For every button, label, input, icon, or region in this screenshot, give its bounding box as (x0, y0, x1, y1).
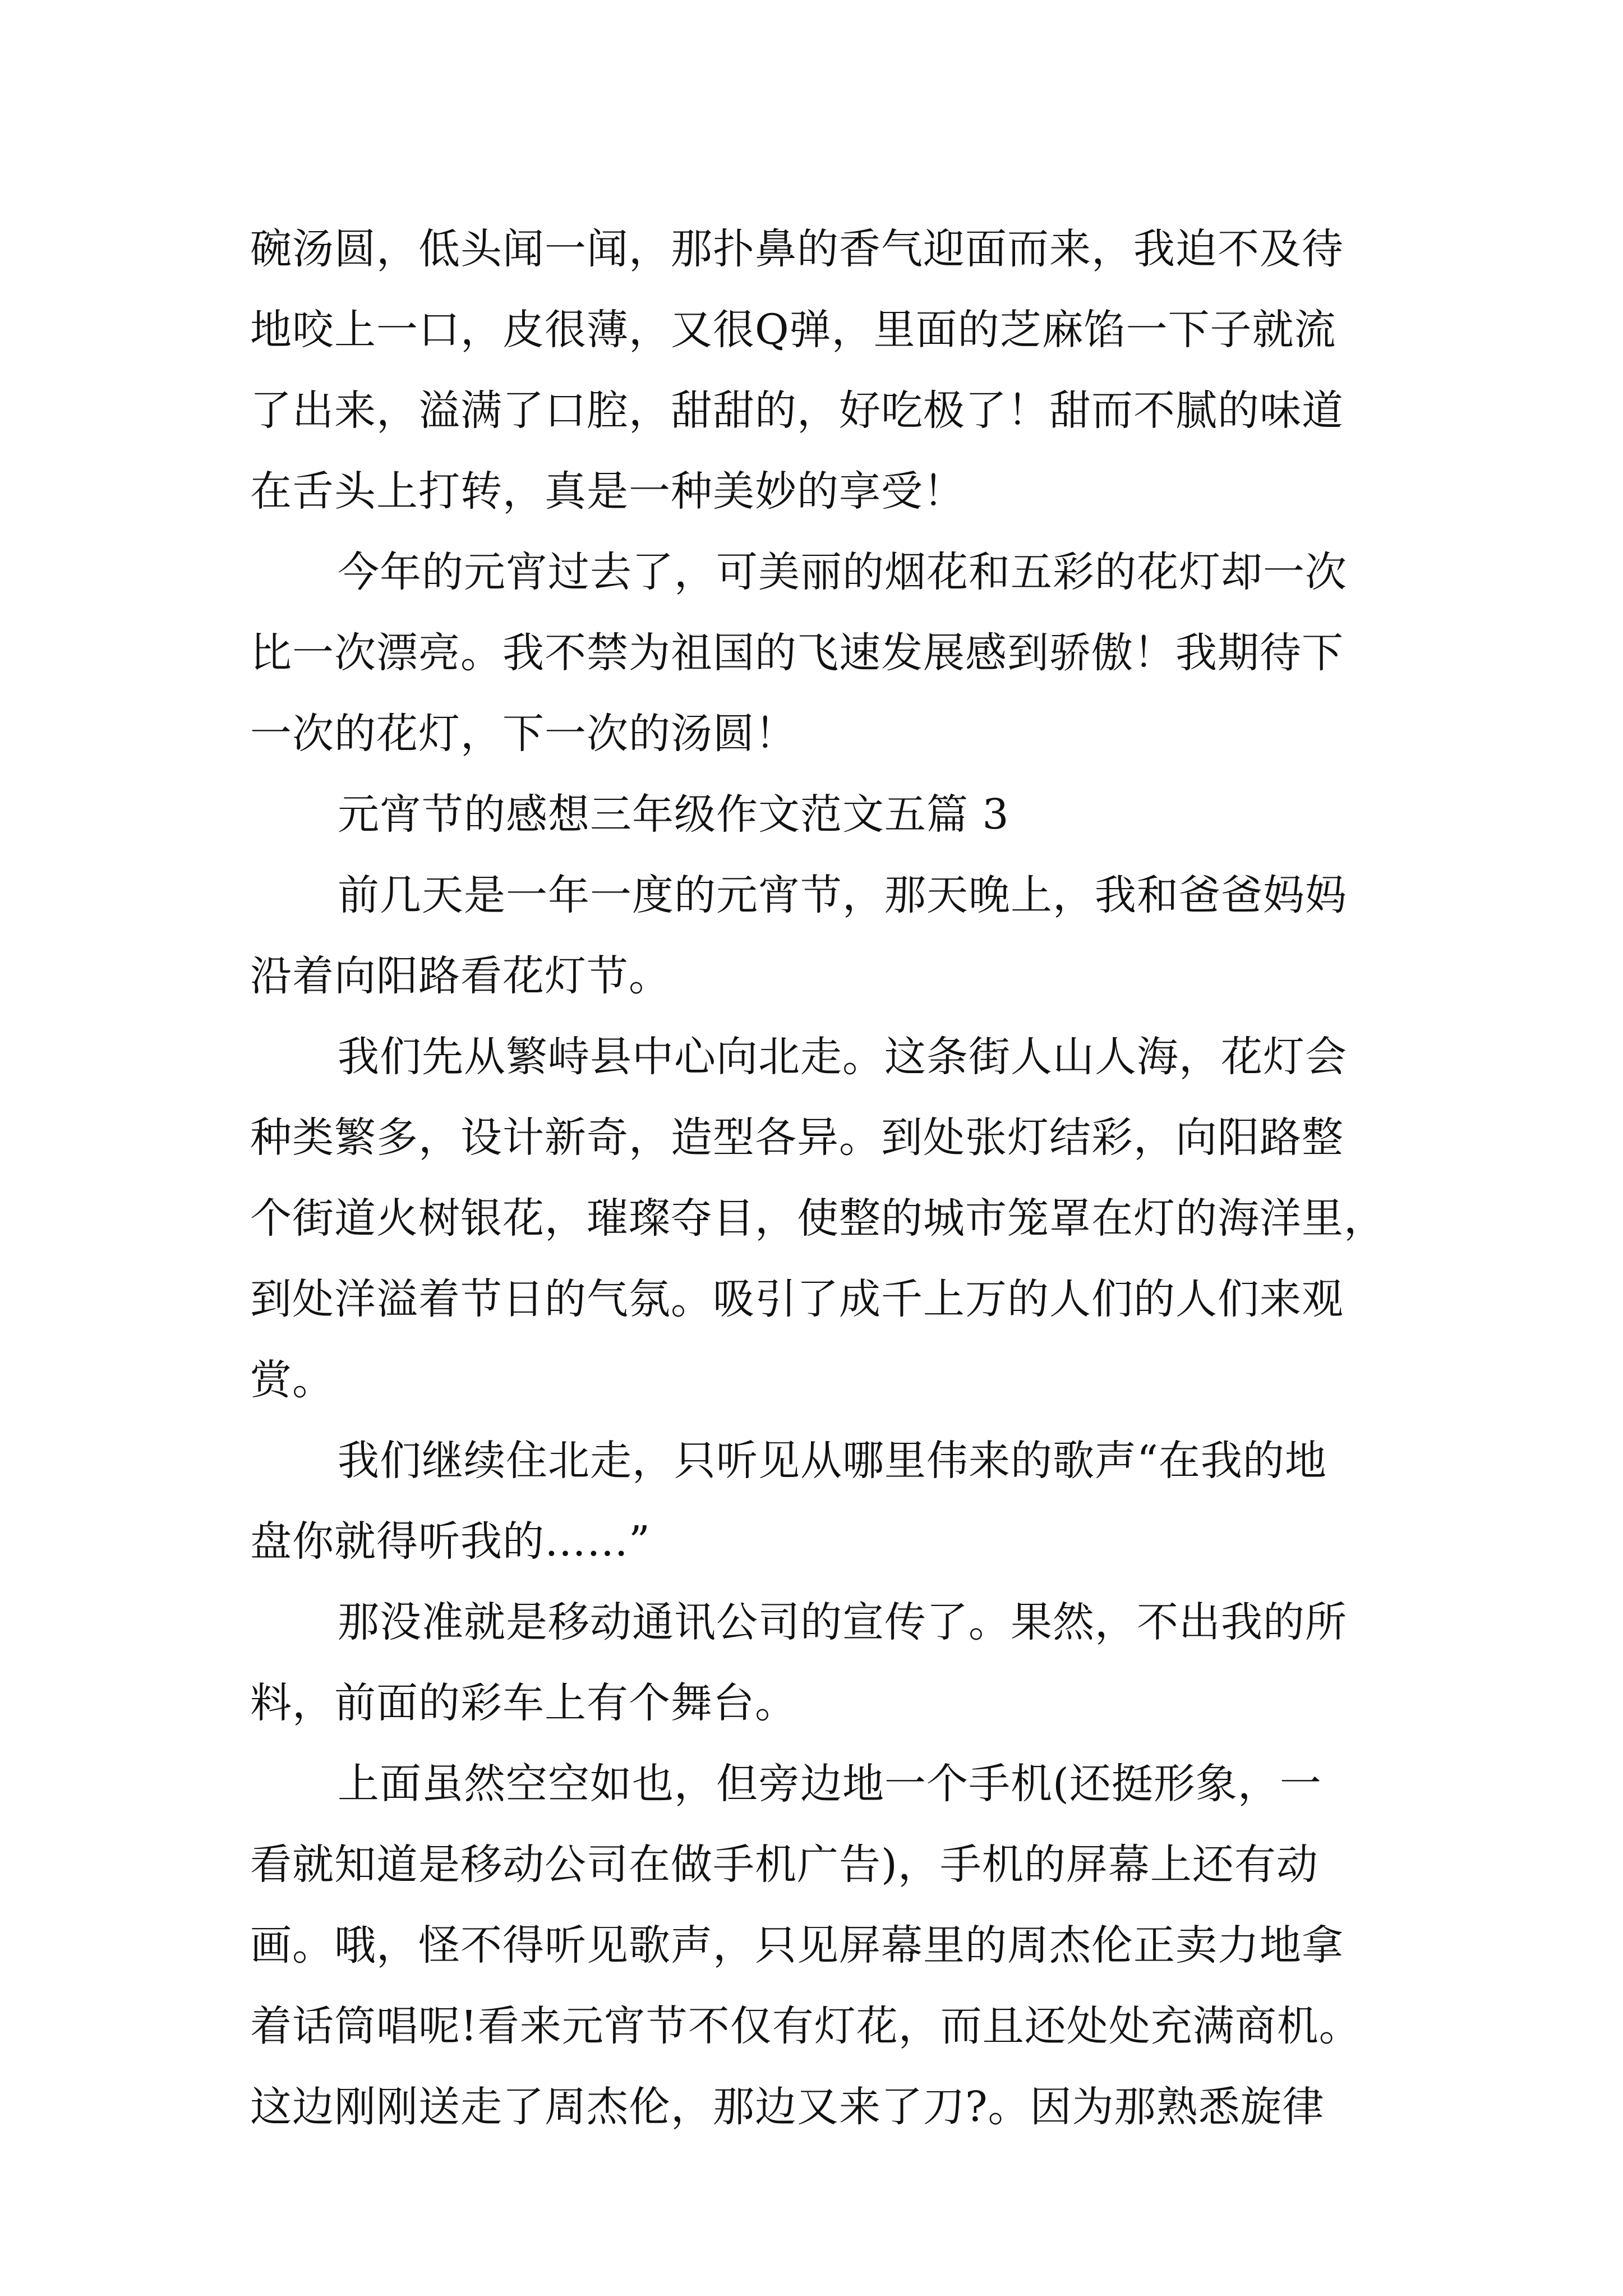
text-line-4: 在舌头上打转，真是一种美妙的享受！ (250, 467, 965, 516)
text-line-7: 一次的花灯，下一次的汤圆！ (250, 710, 797, 758)
text-line-11: 我们先从繁峙县中心向北走。这条街人山人海，花灯会 (338, 1033, 1347, 1081)
section-heading: 元宵节的感想三年级作文范文五篇 3 (338, 790, 1009, 839)
document-body (250, 209, 1389, 2147)
text-line-21: 看就知道是移动公司在做手机广告)，手机的屏幕上还有动 (250, 1841, 1318, 1889)
text-line-14: 到处洋溢着节日的气氛。吸引了成千上万的人们的人们来观 (250, 1275, 1344, 1323)
text-line-18: 那没准就是移动通讯公司的宣传了。果然，不出我的所 (338, 1598, 1347, 1646)
text-line-22: 画。哦，怪不得听见歌声，只见屏幕里的周杰伦正卖力地拿 (250, 1921, 1344, 1970)
text-line-9: 前几天是一年一度的元宵节，那天晚上，我和爸爸妈妈 (338, 871, 1347, 919)
text-line-10: 沿着向阳路看花灯节。 (250, 952, 671, 1000)
text-line-5: 今年的元宵过去了，可美丽的烟花和五彩的花灯却一次 (338, 548, 1347, 596)
text-line-1: 碗汤圆，低头闻一闻，那扑鼻的香气迎面而来，我迫不及待 (250, 225, 1344, 273)
text-line-19: 料，前面的彩车上有个舞台。 (250, 1679, 797, 1727)
text-line-20: 上面虽然空空如也，但旁边地一个手机(还挺形象，一 (338, 1760, 1322, 1808)
text-line-3: 了出来，溢满了口腔，甜甜的，好吃极了！甜而不腻的味道 (250, 386, 1344, 435)
text-line-23: 着话筒唱呢!看来元宵节不仅有灯花，而且还处处充满商机。 (250, 2002, 1361, 2050)
text-line-16: 我们继续住北走，只听见从哪里伟来的歌声“在我的地 (338, 1437, 1327, 1485)
text-line-24: 这边刚刚送走了周杰伦，那边又来了刀?。因为那熟悉旋律 (250, 2083, 1325, 2131)
text-line-13: 个街道火树银花，璀璨夺目，使整的城市笼罩在灯的海洋里， (250, 1194, 1386, 1243)
text-line-12: 种类繁多，设计新奇，造型各异。到处张灯结彩，向阳路整 (250, 1114, 1344, 1162)
text-line-6: 比一次漂亮。我不禁为祖国的飞速发展感到骄傲！我期待下 (250, 629, 1344, 677)
text-line-2: 地咬上一口，皮很薄，又很Q弹，里面的芝麻馅一下子就流 (250, 306, 1336, 354)
text-line-15: 赏。 (250, 1356, 334, 1404)
text-line-17: 盘你就得听我的……” (250, 1517, 651, 1566)
